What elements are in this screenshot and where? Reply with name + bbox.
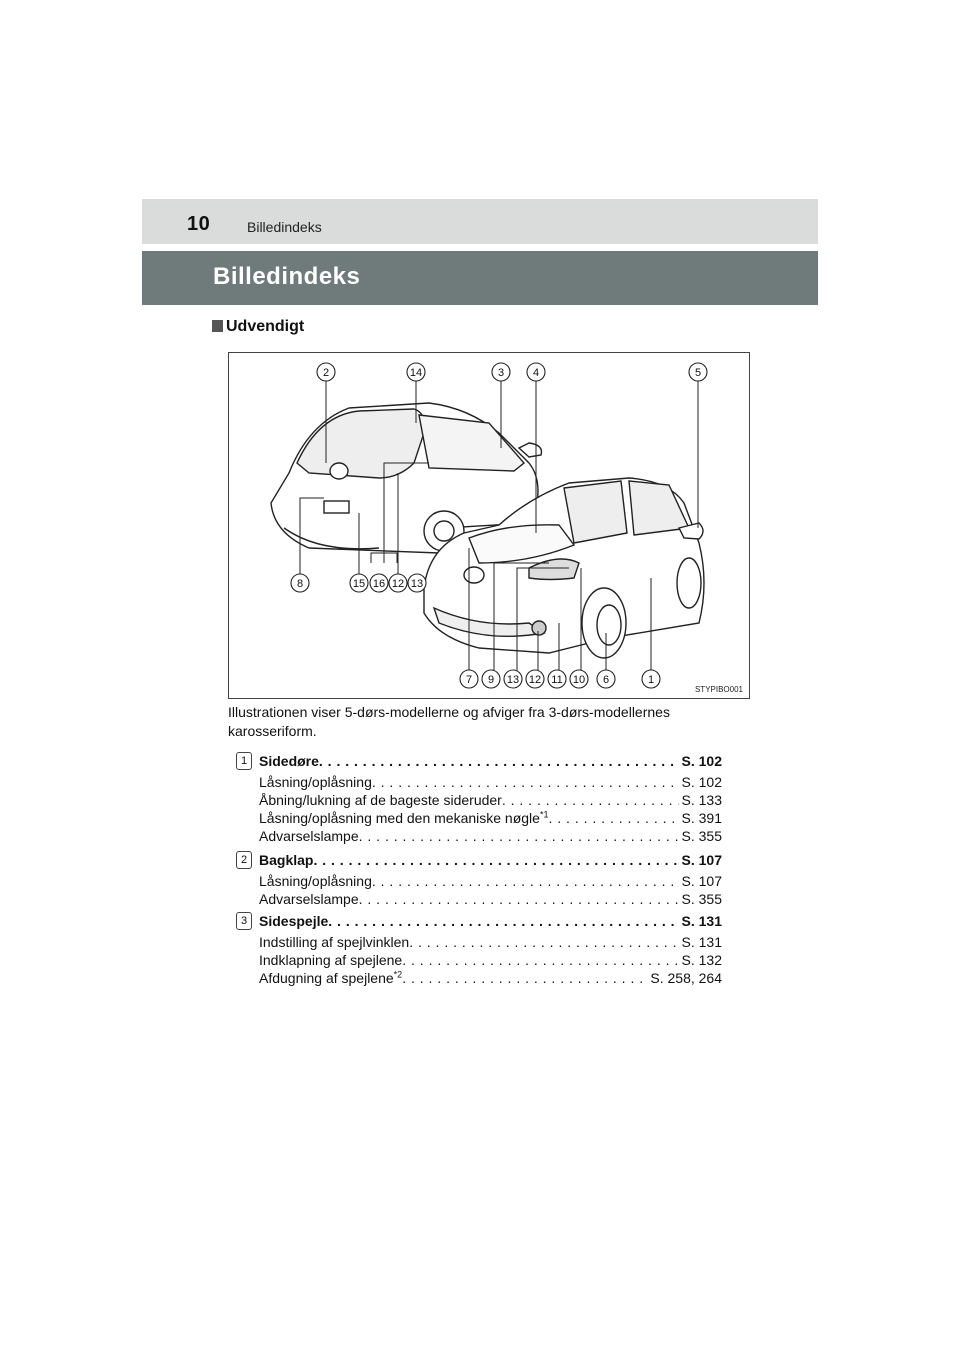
figure-code: STYPIBO001 [694,685,743,694]
footnote-marker: *2 [393,969,403,980]
section-label: Udvendigt [226,318,305,335]
entry-title: Bagklap [259,852,314,868]
sub-label: Afdugning af spejlene [259,970,394,986]
page-ref: S. 107 [681,852,722,868]
header-bar [142,199,818,244]
page-number: 10 [187,213,211,235]
callout-label: 1 [647,674,655,686]
entry-number-badge: 2 [236,851,252,869]
callout-label: 10 [572,674,586,686]
callout-label: 5 [694,367,702,379]
index-row-main[interactable] [259,851,722,869]
sub-label: Åbning/lukning af de bageste sideruder [259,792,502,808]
section-heading [212,318,304,336]
page-title: Billedindeks [213,263,361,290]
page-ref: S. 391 [681,810,722,826]
index-row-sub[interactable] [259,872,722,890]
sub-label: Indklapning af spejlene [259,952,403,968]
callout-label: 13 [410,578,424,590]
callout-label: 11 [551,674,563,686]
title-band [142,251,818,305]
index-row-sub[interactable] [259,969,722,987]
page-ref: S. 131 [681,934,722,950]
page-ref: S. 102 [681,753,722,769]
page-ref: S. 355 [681,828,722,844]
sub-label: Låsning/oplåsning [259,774,372,790]
callout-label: 8 [296,578,304,590]
index-row-main[interactable] [259,752,722,770]
footnote-marker: *1 [539,809,549,820]
running-title: Billedindeks [247,219,322,235]
figure-caption: Illustrationen viser 5-dørs-modellerne og afviger fra 3-dørs-modellernes karosseriform. [228,704,670,739]
page-ref: S. 102 [681,774,722,790]
callout-label: 15 [352,578,366,590]
entry-number-badge: 3 [236,912,252,930]
callout-label: 9 [487,674,495,686]
page-ref: S. 258, 264 [650,970,722,986]
page-ref: S. 133 [681,792,722,808]
callout-label: 6 [602,674,610,686]
index-row-sub[interactable] [259,890,722,908]
page-ref: S. 132 [681,952,722,968]
sub-label: Låsning/oplåsning [259,873,372,889]
page-ref: S. 131 [681,913,722,929]
callout-label: 4 [532,367,540,379]
index-row-sub[interactable] [259,791,722,809]
square-bullet-icon [212,320,223,332]
car-exterior-figure [228,352,750,699]
callout-label: 13 [506,674,520,686]
sub-label: Advarselslampe [259,891,359,907]
page-ref: S. 355 [681,891,722,907]
callout-label: 3 [497,367,505,379]
sub-label: Låsning/oplåsning med den mekaniske nøgle [259,810,540,826]
car-illustration [229,353,749,698]
callout-label: 16 [372,578,386,590]
callout-label: 14 [409,367,423,379]
callout-label: 12 [391,578,405,590]
index-row-sub[interactable] [259,773,722,791]
entry-number-badge: 1 [236,752,252,770]
sub-label: Indstilling af spejlvinklen [259,934,410,950]
page-ref: S. 107 [681,873,722,889]
callout-label: 7 [465,674,473,686]
callout-label: 12 [528,674,542,686]
callout-label: 2 [322,367,330,379]
index-row-main[interactable] [259,912,722,930]
entry-title: Sidespejle [259,913,329,929]
index-row-sub[interactable] [259,827,722,845]
index-row-sub[interactable] [259,951,722,969]
entry-title: Sidedøre [259,753,319,769]
index-row-sub[interactable] [259,933,722,951]
sub-label: Advarselslampe [259,828,359,844]
index-row-sub[interactable] [259,809,722,827]
